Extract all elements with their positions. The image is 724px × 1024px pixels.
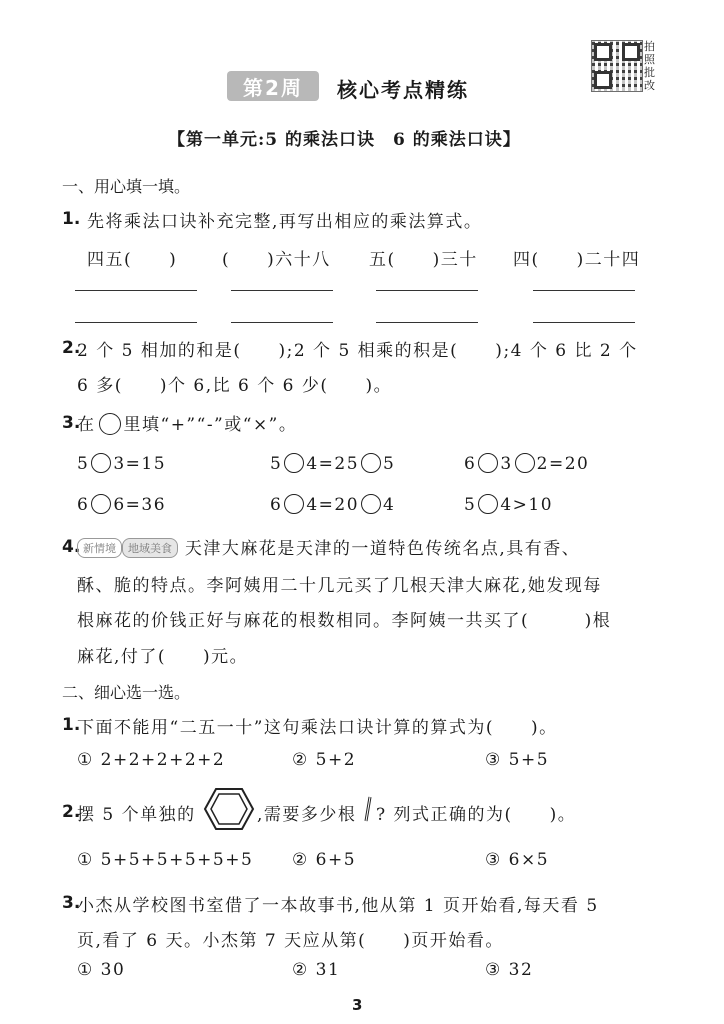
- question-text: 天津大麻花是天津的一道特色传统名点,具有香、: [184, 539, 581, 559]
- equation: 5 4>10: [464, 495, 554, 515]
- question-number: 1.: [62, 715, 81, 735]
- circle-blank[interactable]: [361, 494, 381, 514]
- question-text: 酥、脆的特点。李阿姨用二十几元买了几根天津大麻花,她发现每: [77, 576, 602, 596]
- question-text: 2 个 5 相加的和是( );2 个 5 相乘的积是( );4 个 6 比 2 个: [77, 341, 638, 361]
- question-number: 4.: [62, 537, 81, 557]
- hexagon-icon: [203, 786, 255, 832]
- question-text: 麻花,付了( )元。: [77, 647, 249, 667]
- fill-item: ( )六十八: [222, 250, 331, 270]
- option[interactable]: ① 30: [77, 960, 126, 980]
- circle-blank[interactable]: [91, 453, 111, 473]
- tag-new-context: 新情境: [77, 538, 122, 558]
- page-title: 核心考点精练: [337, 78, 469, 102]
- tag-regional-food: 地域美食: [122, 538, 178, 558]
- circle-blank[interactable]: [91, 494, 111, 514]
- stick-icon: [363, 795, 373, 823]
- question-number: 3.: [62, 893, 81, 913]
- question-text: ,需要多少根: [257, 805, 357, 825]
- option[interactable]: ② 6+5: [292, 850, 357, 870]
- circle-blank[interactable]: [284, 494, 304, 514]
- qr-code[interactable]: [591, 40, 643, 92]
- question-text: 6 多( )个 6,比 6 个 6 少( )。: [77, 376, 393, 396]
- qr-side-label: 拍照批改: [644, 40, 655, 92]
- question-text: 里填“+”“-”或“×”。: [123, 415, 298, 435]
- answer-line[interactable]: [376, 290, 478, 291]
- option[interactable]: ① 5+5+5+5+5+5: [77, 850, 254, 870]
- circle-blank[interactable]: [284, 453, 304, 473]
- question-text: 页,看了 6 天。小杰第 7 天应从第( )页开始看。: [77, 931, 504, 951]
- fill-item: 五( )三十: [369, 250, 478, 270]
- question-number: 2.: [62, 802, 81, 822]
- question-text: 在: [77, 415, 96, 435]
- question-number: 3.: [62, 413, 81, 433]
- question-text: 先将乘法口诀补充完整,再写出相应的乘法算式。: [87, 212, 483, 232]
- equation: 6 4=20 4: [270, 495, 396, 515]
- page-number: 3: [352, 996, 363, 1014]
- equation: 5 4=25 5: [270, 454, 396, 474]
- answer-line[interactable]: [75, 290, 197, 291]
- circle-blank[interactable]: [361, 453, 381, 473]
- question-number: 2.: [62, 338, 81, 358]
- question-number: 1.: [62, 209, 81, 229]
- option[interactable]: ③ 6×5: [485, 850, 550, 870]
- option[interactable]: ③ 32: [485, 960, 534, 980]
- equation: 6 6=36: [77, 495, 167, 515]
- circle-blank[interactable]: [515, 453, 535, 473]
- answer-line[interactable]: [231, 290, 333, 291]
- section1-heading: 一、用心填一填。: [62, 177, 191, 196]
- circle-blank[interactable]: [478, 453, 498, 473]
- fill-item: 四五( ): [87, 250, 178, 270]
- equation: 5 3=15: [77, 454, 167, 474]
- question-text: 摆 5 个单独的: [77, 805, 196, 825]
- question-text: 下面不能用“二五一十”这句乘法口诀计算的算式为( )。: [77, 718, 558, 738]
- option[interactable]: ② 31: [292, 960, 341, 980]
- equation: 6 3 2=20: [464, 454, 590, 474]
- option[interactable]: ③ 5+5: [485, 750, 550, 770]
- option[interactable]: ② 5+2: [292, 750, 357, 770]
- answer-line[interactable]: [231, 322, 333, 323]
- answer-line[interactable]: [533, 290, 635, 291]
- question-text: 小杰从学校图书室借了一本故事书,他从第 1 页开始看,每天看 5: [77, 896, 599, 916]
- section2-heading: 二、细心选一选。: [62, 683, 191, 702]
- circle-blank[interactable]: [99, 413, 121, 435]
- week-badge: 第2周: [227, 71, 319, 101]
- circle-blank[interactable]: [478, 494, 498, 514]
- answer-line[interactable]: [533, 322, 635, 323]
- answer-line[interactable]: [376, 322, 478, 323]
- question-text: 根麻花的价钱正好与麻花的根数相同。李阿姨一共买了( )根: [77, 611, 612, 631]
- question-text: ? 列式正确的为( )。: [376, 805, 577, 825]
- unit-title: 【第一单元:5 的乘法口诀 6 的乘法口诀】: [168, 130, 521, 150]
- option[interactable]: ① 2+2+2+2+2: [77, 750, 226, 770]
- fill-item: 四( )二十四: [513, 250, 641, 270]
- answer-line[interactable]: [75, 322, 197, 323]
